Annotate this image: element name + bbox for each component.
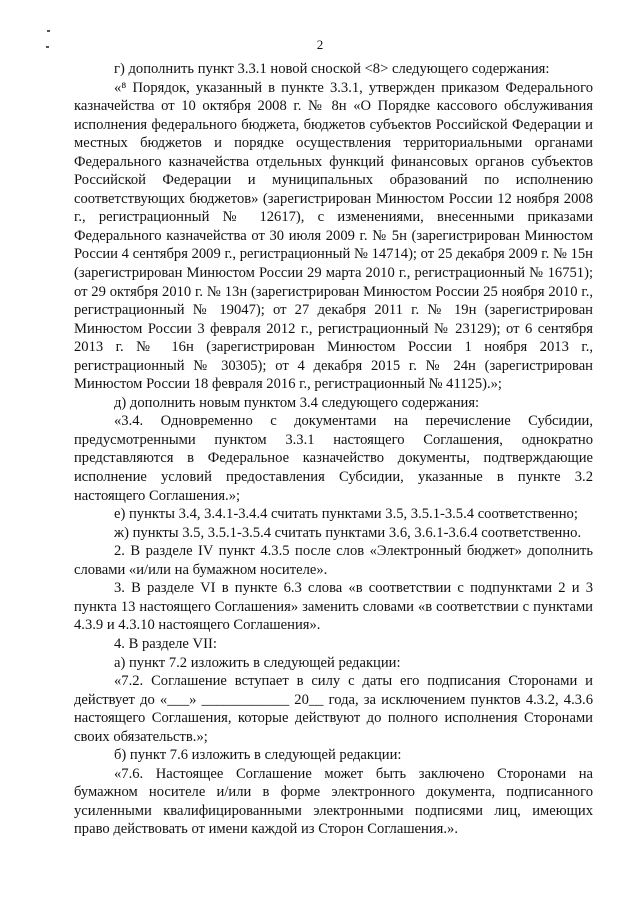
document-body	[74, 60, 593, 839]
scan-speck	[47, 30, 50, 32]
paragraph: 2. В разделе IV пункт 4.3.5 после слов «Электронный бюджет» дополнить словами «и/или на бумажном носителе».	[74, 543, 593, 578]
paragraph: а) пункт 7.2 изложить в следующей редакции:	[114, 654, 401, 671]
paragraph: 4. В разделе VII:	[114, 635, 217, 652]
paragraph: «7.2. Соглашение вступает в силу с даты его подписания Сторонами и действует до «___» ____________ 20__ года, за исключением пунктов 4.3.2, 4.3.6 настоящего Соглашения, которые действуют до полного исполнения Сторонами своих обязательств.»;	[74, 673, 593, 745]
paragraph: д) дополнить новым пунктом 3.4 следующего содержания:	[114, 394, 480, 411]
paragraph: б) пункт 7.6 изложить в следующей редакции:	[114, 747, 402, 764]
paragraph: г) дополнить пункт 3.3.1 новой сноской <8> следующего содержания:	[114, 61, 550, 77]
paragraph: «⁸ Порядок, указанный в пункте 3.3.1, утвержден приказом Федерального казначейства от 10 октября 2008 г. № 8н «О Порядке кассового обслуживания исполнения федерального бюджета, бюджетов субъектов Российской Федерации и местных бюджетов и порядке осуществления территориальными органами Федерального казначейства отдельных функций финансовых органов субъектов Российской Федерации и муниципальных образований по исполнению соответствующих бюджетов» (зарегистрирован Минюстом России 12 ноября 2008 г., регистрационный № 12617), с изменениями, внесенными приказами Федерального казначейства от 30 июля 2009 г. № 5н (зарегистрирован Минюстом России 4 сентября 2009 г., регистрационный № 14714); от 25 декабря 2009 г. № 15н (зарегистрирован Минюстом России 29 марта 2010 г., регистрационный № 16751); от 29 октября 2010 г. № 13н (зарегистрирован Минюстом России 25 ноября 2010 г., регистрационный № 19047); от 27 декабря 2011 г. № 19н (зарегистрирован Минюстом России 3 февраля 2012 г., регистрационный № 23129); от 6 сентября 2013 г. № 16н (зарегистрирован Минюстом России 1 ноября 2013 г., регистрационный № 30305); от 4 декабря 2015 г. № 24н (зарегистрирован Минюстом России 18 февраля 2016 г., регистрационный № 41125).»;	[74, 79, 593, 393]
page-number: 2	[316, 37, 324, 52]
paragraph: е) пункты 3.4, 3.4.1-3.4.4 считать пунктами 3.5, 3.5.1-3.5.4 соответственно;	[114, 506, 578, 523]
paragraph: «7.6. Настоящее Соглашение может быть заключено Сторонами на бумажном носителе и/или в форме электронного документа, подписанного усиленными квалифицированными электронными подписями лиц, имеющих право действовать от имени каждой из Сторон Соглашения.».	[74, 765, 593, 838]
paragraph: ж) пункты 3.5, 3.5.1-3.5.4 считать пунктами 3.6, 3.6.1-3.6.4 соответственно.	[114, 524, 582, 541]
paragraph: 3. В разделе VI в пункте 6.3 слова «в соответствии с подпунктами 2 и 3 пункта 13 настоящего Соглашения» заменить словами «в соответствии с пунктами 4.3.9 и 4.3.10 настоящего Соглашения».	[74, 580, 593, 634]
paragraph: «3.4. Одновременно с документами на перечисление Субсидии, предусмотренными пунктом 3.3.1 настоящего Соглашения, однократно представляются в Федеральное казначейство документы, подтверждающие исполнение условий предоставления Субсидии, указанные в пункте 3.2 настоящего Соглашения.»;	[74, 413, 593, 504]
